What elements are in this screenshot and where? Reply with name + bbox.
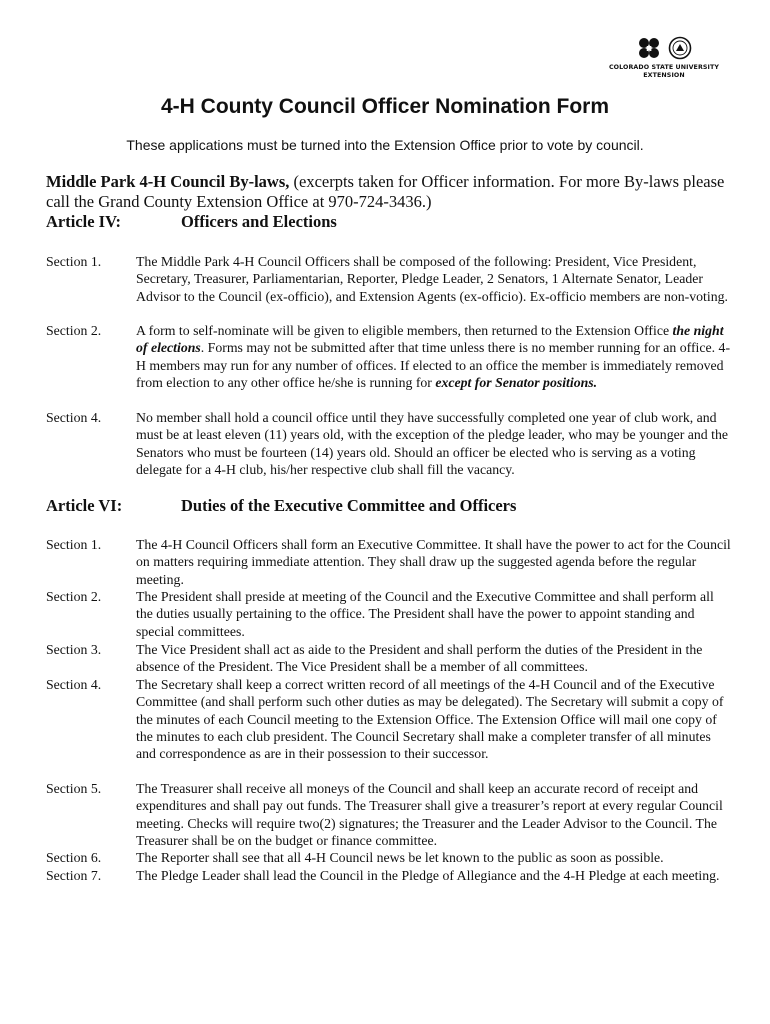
article-6-heading: Duties of the Executive Committee and Officers — [181, 496, 517, 515]
section-label: Section 4. — [46, 677, 102, 692]
page-title: 4-H County Council Officer Nomination Form — [160, 95, 609, 118]
section-text: The 4-H Council Officers shall form an Executive Committee. It shall have the power to act for the Council on matters requiring immediate attention. They shall draw up the suggested agenda before the regular meeting. — [136, 537, 731, 587]
section-label: Section 5. — [46, 781, 102, 796]
logo-text — [606, 64, 722, 80]
article-6-section-7 — [46, 867, 731, 884]
article-4-heading: Officers and Elections — [181, 212, 337, 231]
logo-marks — [636, 36, 696, 62]
clover-icon — [639, 38, 659, 58]
section-text — [136, 322, 731, 391]
section-text: The Pledge Leader shall lead the Council in the Pledge of Allegiance and the 4-H Pledge at each meeting. — [136, 868, 720, 883]
section-emphasis: except for Senator positions. — [435, 374, 598, 390]
section-text: The Secretary shall keep a correct written record of all meetings of the 4-H Council and of the Executive Committee (and shall perform such other duties as may be delegated). The Secretary will submit a copy of the minutes of each Council meeting to the Extension Office. The Extension Office will mail one copy of the minutes to each club president. The Council Secretary shall make a completer transfer of all minutes and correspondence as are in their possession to their successor. — [136, 677, 724, 762]
section-text: The President shall preside at meeting of the Council and the Executive Committee and shall perform all the duties usually pertaining to the office. The President shall have the power to appoint standing and special committees. — [136, 589, 714, 639]
section-emphasis: the night of elections — [136, 323, 724, 356]
article-4-section-1 — [46, 253, 731, 305]
article-4-header — [46, 212, 337, 232]
article-6-section-3 — [46, 641, 731, 676]
article-6-section-1 — [46, 536, 731, 588]
section-label: Section 2. — [46, 323, 102, 338]
article-6-section-4 — [46, 676, 731, 762]
article-6-section-2 — [46, 588, 731, 640]
section-label: Section 2. — [46, 589, 102, 604]
section-text: The Vice President shall act as aide to the President and shall perform the duties of the President in the absence of the President. The Vice President shall be a member of all committees. — [136, 642, 703, 675]
section-label: Section 6. — [46, 850, 102, 865]
article-4-section-2 — [46, 322, 731, 391]
article-4-label: Article IV: — [46, 212, 121, 231]
section-label: Section 3. — [46, 642, 102, 657]
logo-line-2: EXTENSION — [643, 72, 685, 79]
section-text-part: A form to self-nominate will be given to eligible members, then returned to the Extension Office — [136, 323, 673, 338]
bylaws-intro-bold: Middle Park 4-H Council By-laws, — [46, 172, 290, 191]
bylaws-intro-rest: (excerpts taken for Officer information. For more By-laws please call the Grand County Extension Office at 970-724-3436.) — [46, 172, 725, 211]
section-label: Section 4. — [46, 410, 102, 425]
section-text: No member shall hold a council office until they have successfully completed one year of club work, and must be at least eleven (11) years old, with the exception of the pledge leader, who may be younger and the Senators who must be fourteen (14) years old. Should an officer be elected who is serving as a voting delegate for a 4-H club, his/her respective club shall fill the vacancy. — [136, 410, 728, 477]
bylaws-intro — [46, 172, 736, 212]
logo-line-1: COLORADO STATE UNIVERSITY — [608, 64, 720, 71]
section-text: The Reporter shall see that all 4-H Council news be let known to the public as soon as possible. — [136, 850, 664, 865]
section-text-part: . Forms may not be submitted after that time unless there is no member running for an office. 4-H members may run for any number of offices. If elected to an office the member is immediately removed from election to any other office he/she is running for — [136, 340, 731, 390]
svg-text:H: H — [646, 45, 652, 53]
section-label: Section 1. — [46, 537, 102, 552]
csu-extension-logo — [606, 36, 722, 82]
page-subtitle: These applications must be turned into the Extension Office prior to vote by council. — [126, 137, 644, 153]
article-6-section-5 — [46, 780, 731, 849]
section-label: Section 1. — [46, 254, 102, 269]
section-label: Section 7. — [46, 868, 102, 883]
university-seal-icon — [670, 38, 691, 59]
article-4-section-4 — [46, 409, 731, 478]
article-6-header — [46, 496, 517, 516]
article-6-label: Article VI: — [46, 496, 123, 515]
section-text: The Middle Park 4-H Council Officers shall be composed of the following: President, Vice President, Secretary, Treasurer, Parliamentarian, Reporter, Pledge Leader, 2 Senators, 1 Alternate Senator, Leader Advisor to the Council (ex-officio), and Extension Agents (ex-officio). Ex-officio members are non-voting. — [136, 254, 728, 304]
article-6-section-6 — [46, 849, 731, 866]
section-text: The Treasurer shall receive all moneys of the Council and shall keep an accurate record of receipt and expenditures and shall pay out funds. The Treasurer shall give a treasurer’s report at every regular Council meeting. Checks will require two(2) signatures; the Treasurer and the Leader Advisor to the Council. The Treasurer shall be on the budget or finance committee. — [136, 781, 723, 848]
